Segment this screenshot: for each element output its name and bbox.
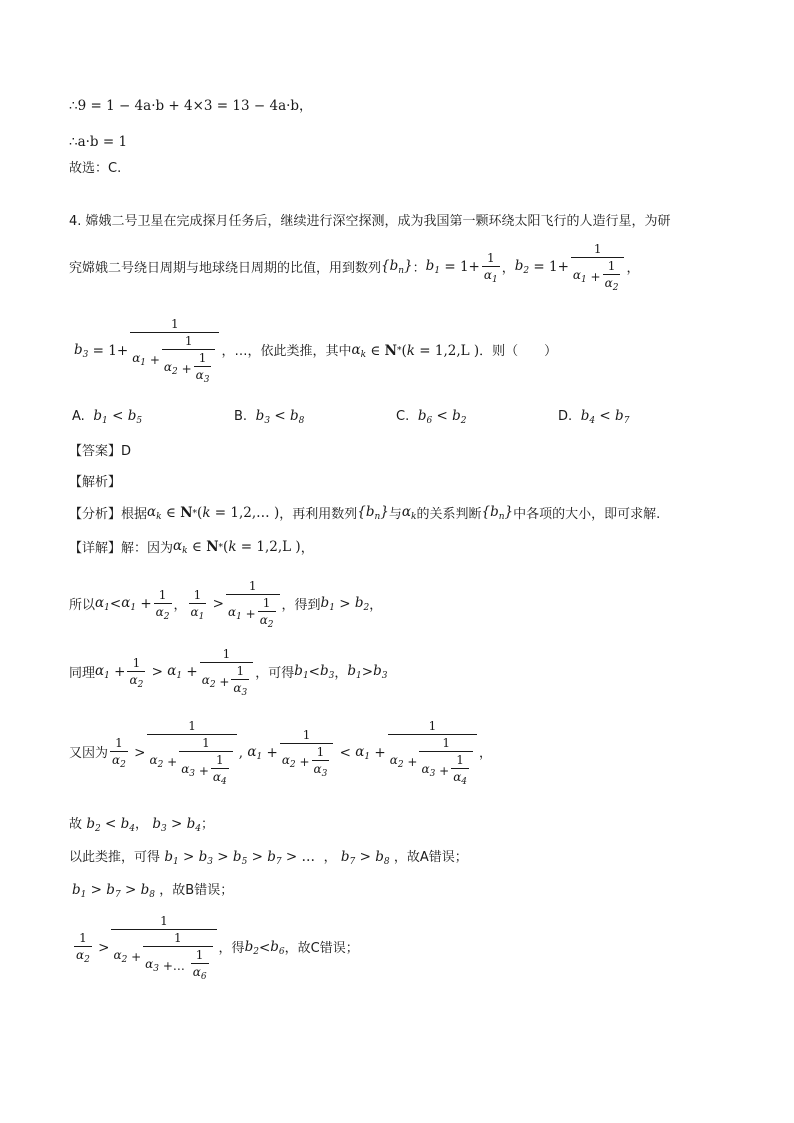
analog-line: 以此类推，可得 $b_1 > b_3 > b_5 > b_7$ > … ， $b_7 > b_8$ ，故A错误；: [69, 849, 468, 867]
so-line: 所以 $\alpha_1$ < $\alpha_1$ + $\frac{1}{\alpha_2}$ ， $\frac{1}{\alpha_1}$ > 1 $\alpha_1$ + $\frac{1}{\alpha_2}$ ，得到 $b_1$ > $b_2$ ，: [69, 579, 383, 630]
question-4-intro: [69, 215, 671, 228]
b-wrong-line: $b_1 > b_7 > b_8$ ，故B错误；: [72, 882, 234, 900]
analysis-head: [69, 476, 121, 489]
question-4-line-2: 究嫦娥二号绕日周期与地球绕日周期的比值，用到数列 $\{b_n\}$ ： $b_1$ = 1+ $\frac{1}{\alpha_1}$ ， $b_2$ = 1+ 1 $\alpha_1$ + $\frac{1}{\alpha_2}$ ，: [69, 242, 640, 293]
question-4-line-2-text: 究嫦娥二号绕日周期与地球绕日周期的比值，用到数列: [69, 260, 382, 276]
solution-line-2: [69, 136, 127, 150]
question-4-line-3-end: ．则（ ）: [479, 344, 558, 359]
question-4-intro-text: 4. 嫦娥二号卫星在完成探月任务后，继续进行深空探测，成为我国第一颗环绕太阳飞行的人造行星，为研: [69, 214, 671, 229]
option-a: A. $b_1 < b_5$: [72, 408, 143, 426]
question-4-line-3: $b_3$ = 1+ 1 $\alpha_1$ + 1 $\alpha_2$ + $\frac{1}{\alpha_3}$ ，…，依此类推，其中 $\alpha_k$ ∈ N * ( k = 1,2,L ) ．则（ ）: [74, 317, 558, 385]
option-c: C. $b_6 < b_2$: [396, 408, 467, 426]
option-d: D. $b_4 < b_7$: [558, 408, 630, 426]
question-4-line-3-tail: ，…，依此类推，其中: [221, 344, 352, 359]
analysis-line: 【分析】根据 $\alpha_k$ ∈ N * ( k = 1,2,… ) ，再利用数列 $\{b_n\}$ 与 $\alpha_k$ 的关系判断 $\{b_n\}$ 中各项的大小，即可求解.: [69, 504, 661, 522]
choose-c-line: [69, 162, 121, 175]
choose-c-text: 故选：C.: [69, 161, 122, 176]
detail-line: 【详解】解：因为 $\alpha_k$ ∈ N * ( k = 1,2,L ) ，: [69, 538, 314, 556]
answer-text: 【答案】D: [69, 444, 132, 459]
line-2-text: ∴a·b = 1: [69, 134, 128, 150]
c-wrong-line: $\frac{1}{\alpha_2}$ > 1 $\alpha_2$ + 1 $\alpha_3$ +… $\frac{1}{\alpha_6}$ ，得 $b_2$ < $b_6$ ，故C错误；: [76, 914, 359, 982]
line-1-text: ∴9 = 1 − 4a·b + 4×3 = 13 − 4a·b，: [69, 98, 313, 114]
solution-line-1: [69, 100, 313, 114]
option-b: B. $b_3 < b_8$: [234, 408, 305, 426]
also-line: 又因为 $\frac{1}{\alpha_2}$ > 1 $\alpha_2$ + 1 $\alpha_3$ + $\frac{1}{\alpha_4}$ , $\alpha_1$ + 1 $\alpha_2$ + $\frac{1}{\alpha_3}$ < $\alpha_1$ + 1 $\alpha_2$ + 1 $\alpha_3$ + $\frac{1}{\alpha_4}$ ，: [69, 719, 493, 787]
same-line: 同理 $\alpha_1$ + $\frac{1}{\alpha_2}$ > $\alpha_1$ + 1 $\alpha_2$ + $\frac{1}{\alpha_3}$ ，可得 $b_1$ < $b_3$ ， $b_1$ > $b_3$: [69, 647, 388, 698]
hence-line: 故 $b_2 < b_4$， $b_3 > b_4$；: [69, 816, 215, 834]
analysis-head-text: 【解析】: [69, 475, 122, 490]
answer-line: [69, 445, 131, 458]
